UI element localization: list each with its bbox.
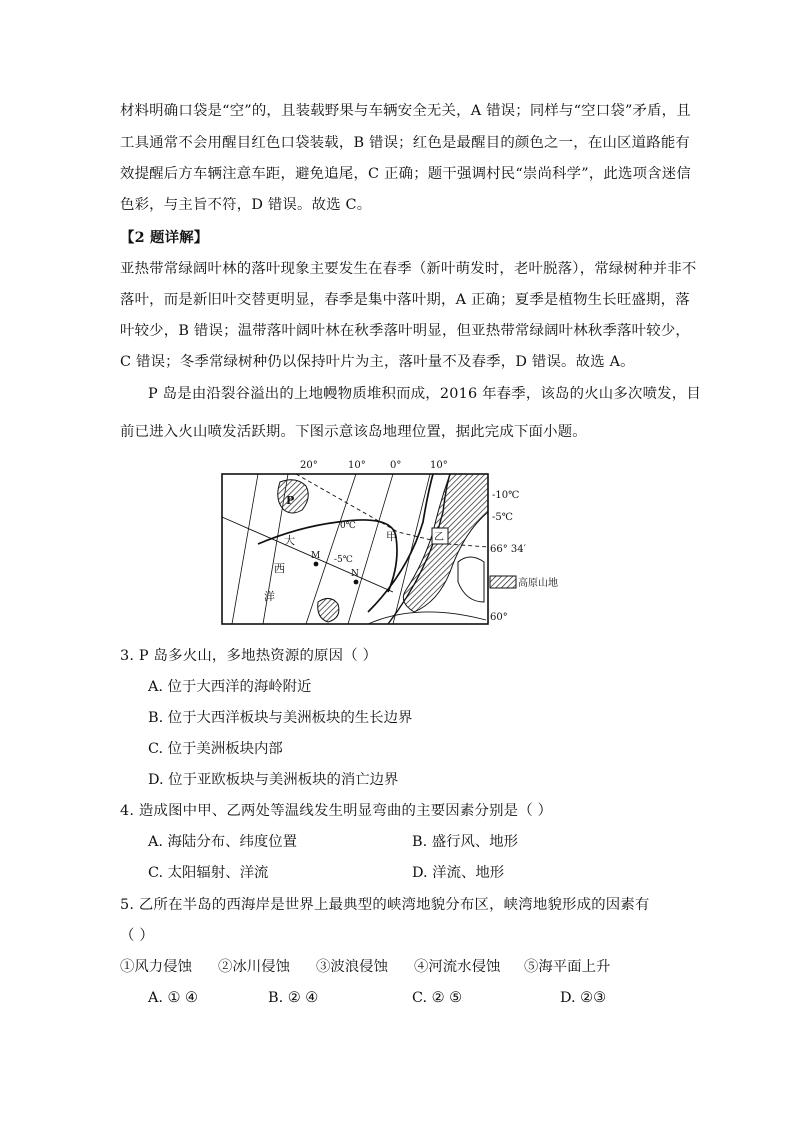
intro-text-line: P 岛是由沿裂谷溢出的上地幔物质堆积而成，2016 年春季，该岛的火山多次喷发，目: [148, 386, 701, 402]
option-a[interactable]: A. 位于大西洋的海岭附近: [148, 679, 312, 695]
point-n: [354, 580, 359, 585]
right-label: 66° 34′: [490, 544, 526, 555]
intro-text-line: 前已进入火山喷发活跃期。下图示意该岛地理位置，据此完成下面小题。: [120, 424, 587, 440]
option-b[interactable]: B. 位于大西洋板块与美洲板块的生长边界: [148, 710, 413, 726]
answer-text-line: C 错误；冬季常绿树种仍以保持叶片为主，落叶量不及春季，D 错误。故选 A。: [120, 354, 635, 370]
question-stem: 4. 造成图中甲、乙两处等温线发生明显弯曲的主要因素分别是（ ）: [120, 803, 553, 819]
ocean-label: 大: [284, 534, 295, 547]
section-title: 【2 题详解】: [120, 229, 209, 246]
option-d[interactable]: D. ②③: [560, 990, 606, 1006]
option-d[interactable]: D. 洋流、地形: [412, 865, 505, 881]
option-c[interactable]: C. ② ⑤: [412, 990, 463, 1006]
place-label: P: [286, 494, 295, 507]
place-label: 甲: [386, 530, 397, 543]
factor-item: ②冰川侵蚀: [218, 959, 290, 975]
question-stem: 3. P 岛多火山，多地热资源的原因（ ）: [120, 648, 378, 664]
answer-text-line: 亚热带常绿阔叶林的落叶现象主要发生在春季（新叶萌发时，老叶脱落），常绿树种并非不: [120, 261, 697, 277]
answer-text-line: 叶较少，B 错误；温带落叶阔叶林在秋季落叶明显，但亚热带常绿阔叶林秋季落叶较少，: [120, 323, 690, 339]
option-a[interactable]: A. ① ④: [148, 990, 198, 1006]
question-stem-cont: （ ）: [120, 928, 154, 944]
place-label: 乙: [434, 532, 444, 543]
legend-label: 高原山地: [518, 578, 558, 589]
option-c[interactable]: C. 位于美洲板块内部: [148, 741, 283, 757]
isotherm-label: 0℃: [340, 521, 356, 531]
answer-text-line: 材料明确口袋是“空”的，且装载野果与车辆安全无关，A 错误；同样与“空口袋”矛盾，且: [120, 103, 691, 119]
right-label: -10℃: [492, 490, 520, 501]
lon-label: 10°: [348, 460, 366, 471]
lon-label: 20°: [300, 460, 318, 471]
lon-label: 0°: [390, 460, 402, 471]
legend-swatch: [490, 576, 516, 588]
question-stem: 5. 乙所在半岛的西海岸是世界上最典型的峡湾地貌分布区，峡湾地貌形成的因素有: [120, 897, 650, 913]
option-b[interactable]: B. ② ④: [268, 990, 319, 1006]
right-label: -5℃: [492, 512, 513, 523]
place-label: M: [311, 551, 321, 561]
answer-text-line: 落叶，而是新旧叶交替更明显，春季是集中落叶期，A 正确；夏季是植物生长旺盛期，落: [120, 292, 690, 308]
option-a[interactable]: A. 海陆分布、纬度位置: [148, 834, 298, 850]
place-label: N: [351, 569, 359, 579]
option-c[interactable]: C. 太阳辐射、洋流: [148, 865, 269, 881]
answer-text-line: 色彩，与主旨不符，D 错误。故选 C。: [120, 197, 372, 213]
factor-item: ④河流水侵蚀: [414, 959, 501, 975]
island-location-map: [218, 452, 558, 636]
option-b[interactable]: B. 盛行风、地形: [412, 834, 519, 850]
option-d[interactable]: D. 位于亚欧板块与美洲板块的消亡边界: [148, 772, 399, 788]
right-label: 60°: [490, 612, 508, 623]
ocean-label: 西: [274, 562, 285, 575]
factor-item: ③波浪侵蚀: [316, 959, 388, 975]
answer-text-line: 工具通常不会用醒目红色口袋装载，B 错误；红色是最醒目的颜色之一，在山区道路能有: [120, 135, 690, 151]
factor-item: ①风力侵蚀: [120, 959, 192, 975]
point-m: [314, 562, 319, 567]
isotherm-label: -5℃: [334, 555, 353, 565]
lon-label: 10°: [430, 460, 448, 471]
factor-item: ⑤海平面上升: [524, 959, 611, 975]
answer-text-line: 效提醒后方车辆注意车距，避免追尾，C 正确；题干强调村民“崇尚科学”，此选项含迷信: [120, 166, 691, 182]
ocean-label: 洋: [264, 590, 275, 603]
